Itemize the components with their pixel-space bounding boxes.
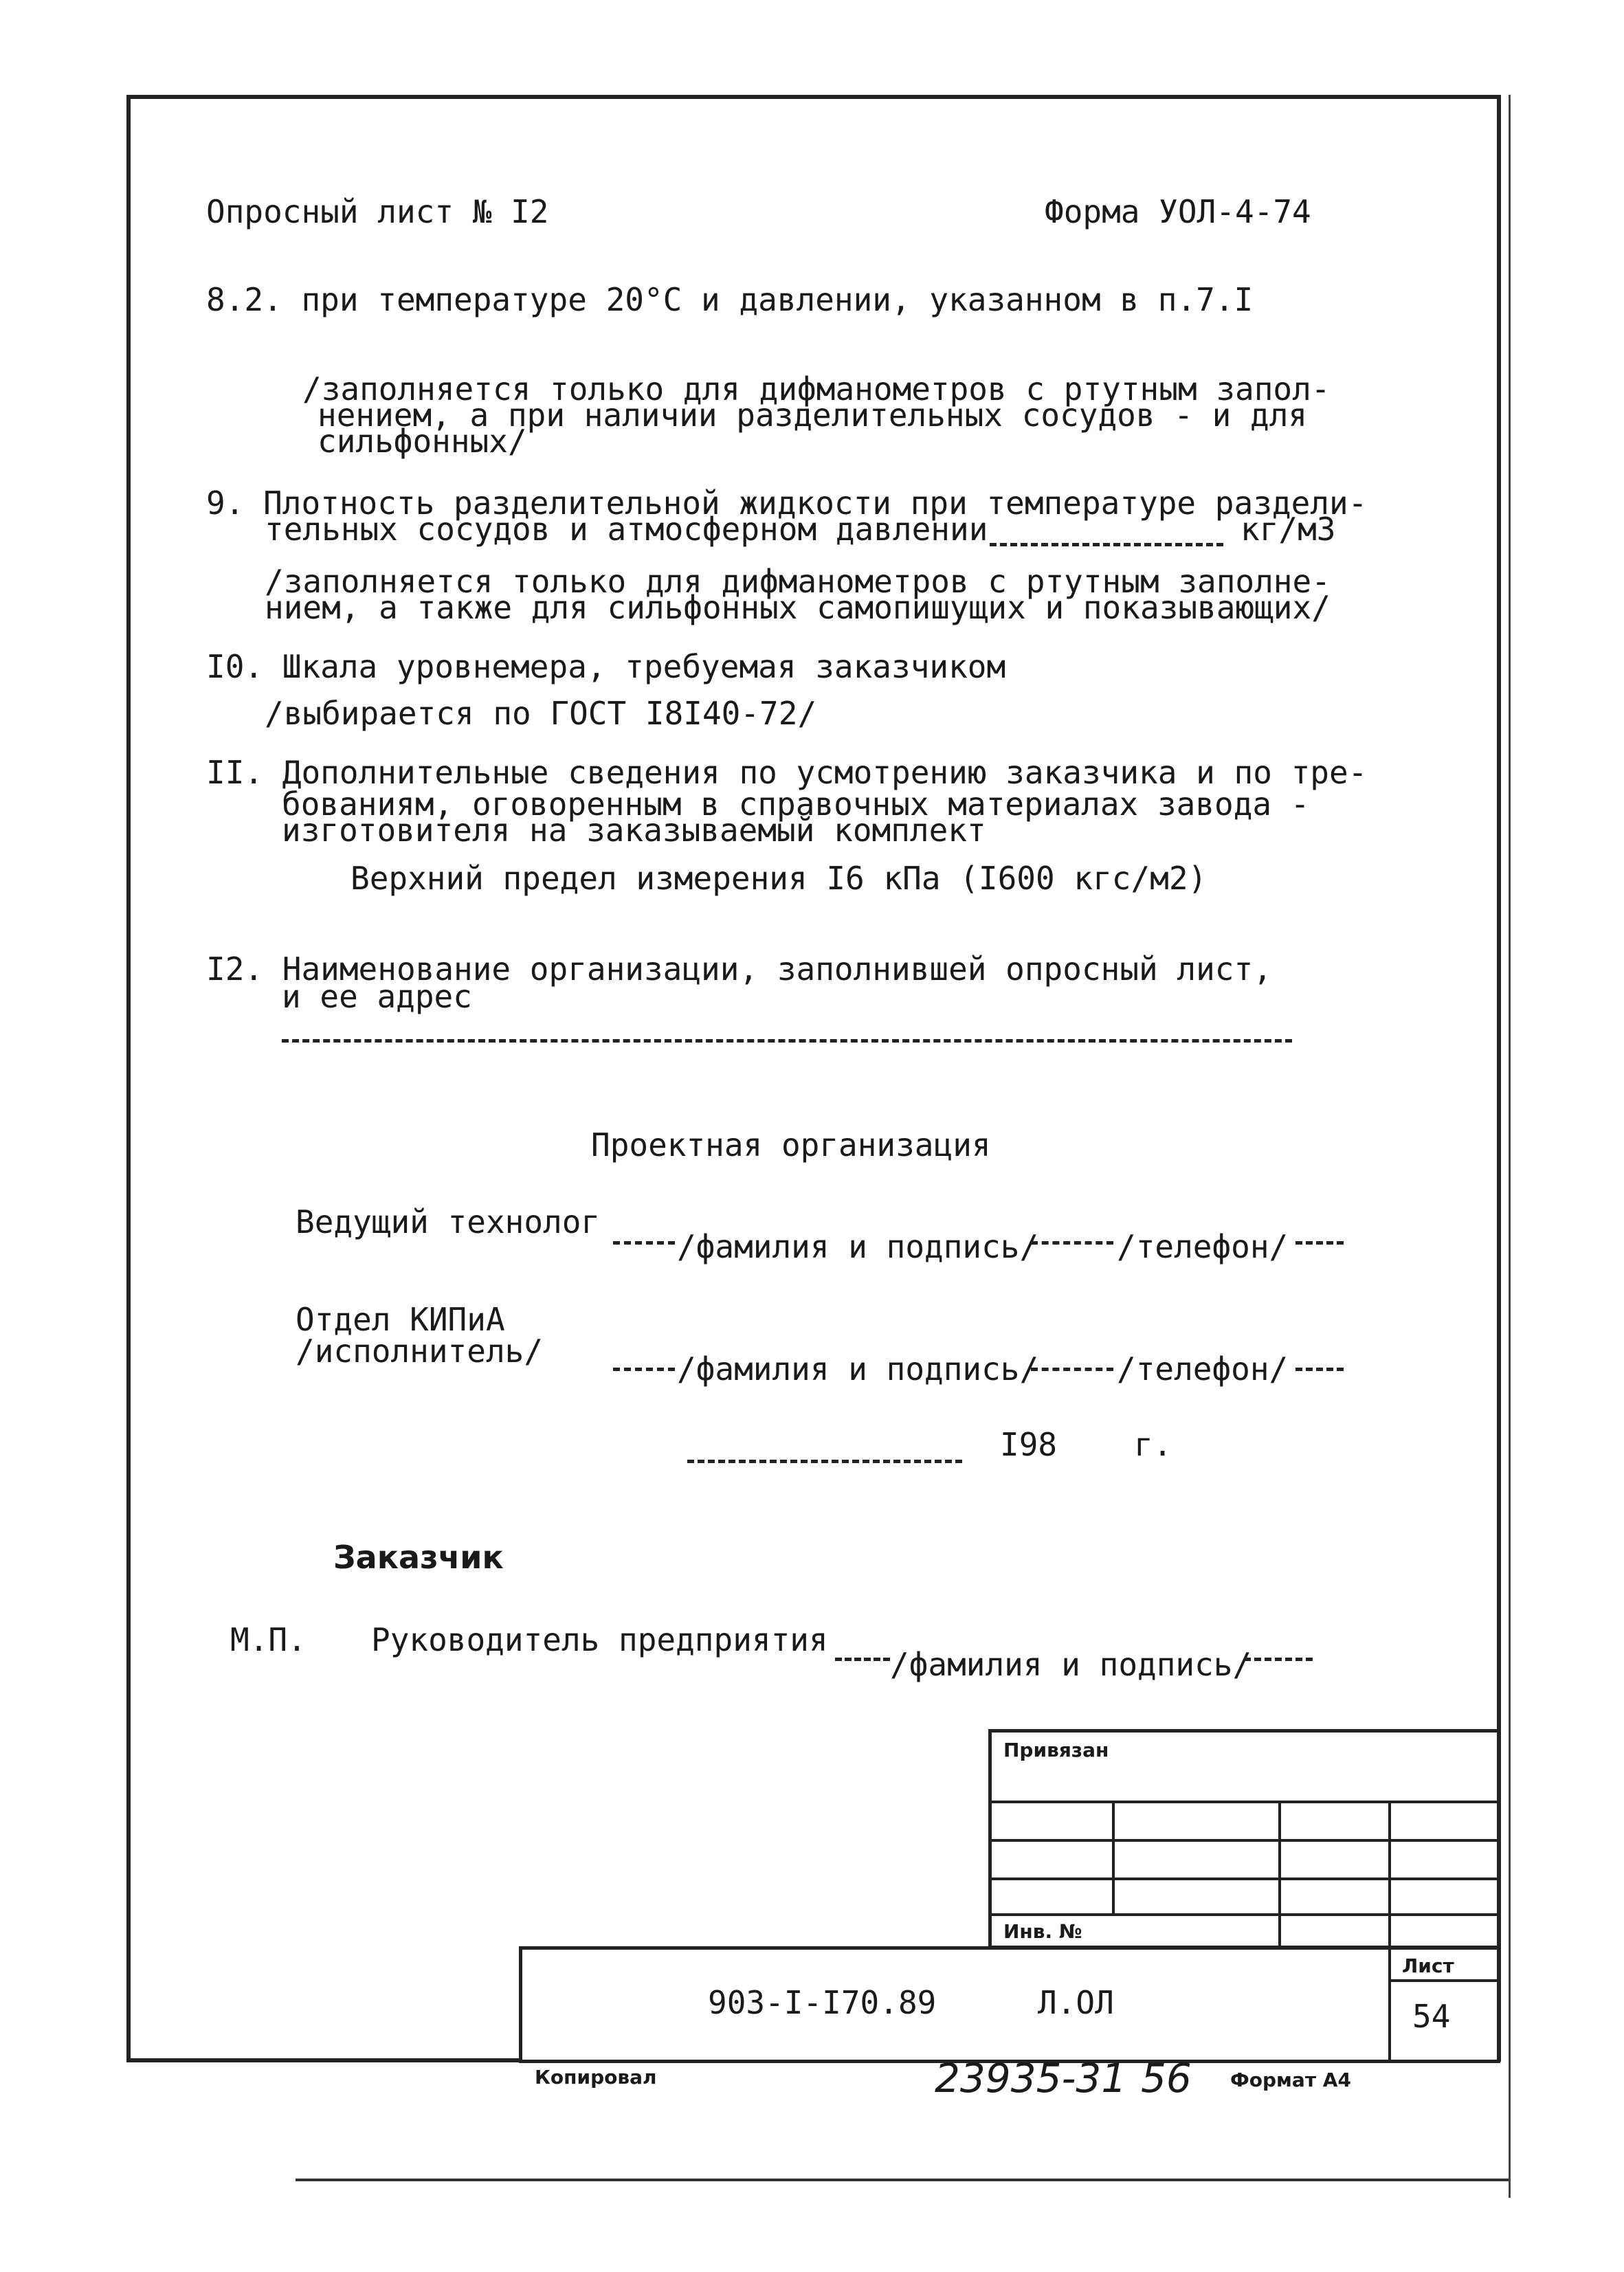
form-title: Опросный лист № I2 xyxy=(206,193,549,230)
item-11-value: Верхний предел измерения I6 кПа (I600 кгс/м2) xyxy=(351,860,1208,897)
director-blank-1 xyxy=(835,1658,890,1661)
handwritten-index: 56 xyxy=(1141,2055,1192,2102)
sheet-divider xyxy=(1388,1946,1391,2063)
item-9-line-1: 9. Плотность разделительной жидкости при температуре раздели- xyxy=(206,485,1368,522)
item-8-2-note-1: /заполняется только для дифманометров с ртутным запол- xyxy=(302,370,1331,408)
item-10: I0. Шкала уровнемера, требуемая заказчиком xyxy=(206,648,1006,685)
year-label: I98 xyxy=(1000,1426,1058,1463)
doc-number: 903-I-I70.89 xyxy=(708,1984,937,2021)
dept-blank-1 xyxy=(613,1368,675,1371)
binding-col-line-3 xyxy=(1388,1801,1391,1949)
item-11-line-3: изготовителя на заказываемый комплект xyxy=(282,812,986,849)
frame-bottom xyxy=(126,2058,522,2062)
stamp-place: М.П. xyxy=(230,1621,307,1658)
density-unit: кг/м3 xyxy=(1241,511,1336,548)
item-8-2-note-3: сильфонных/ xyxy=(318,423,527,460)
lead-blank-2 xyxy=(1031,1241,1113,1245)
item-8-2: 8.2. при температуре 20°С и давлении, указанном в п.7.I xyxy=(206,281,1254,318)
dept-label: Отдел КИПиА xyxy=(296,1301,505,1338)
dept-blank-3 xyxy=(1295,1368,1344,1371)
date-blank xyxy=(687,1460,962,1463)
item-9-note-1: /заполняется только для дифманометров с ртутным заполне- xyxy=(265,563,1331,600)
frame-left xyxy=(126,95,131,2062)
format-label: Формат А4 xyxy=(1230,2069,1351,2091)
frame-right-outer xyxy=(1509,95,1511,2198)
binding-row-line-3 xyxy=(988,1878,1500,1880)
item-10-note: /выбирается по ГОСТ I8I40-72/ xyxy=(265,695,817,732)
binding-row-line-4 xyxy=(988,1913,1500,1916)
sheet-label-line xyxy=(1388,1979,1500,1982)
handwritten-number: 23935-31 xyxy=(935,2055,1127,2102)
copied-label: Копировал xyxy=(535,2066,657,2089)
binding-col-line-1 xyxy=(1112,1801,1115,1913)
form-code: Форма УОЛ-4-74 xyxy=(1045,193,1311,230)
main-stamp xyxy=(519,1946,1500,2063)
frame-top xyxy=(129,95,1500,99)
lead-phone-hint: /телефон/ xyxy=(1117,1228,1289,1265)
density-blank xyxy=(990,543,1223,546)
lead-blank-1 xyxy=(613,1241,675,1245)
item-12-line-2: и ее адрес xyxy=(282,978,472,1015)
binding-col-line-2 xyxy=(1278,1801,1281,1949)
customer-title: Заказчик xyxy=(333,1539,504,1576)
item-11-line-2: бованиям, оговоренным в справочных материалах завода - xyxy=(282,786,1310,823)
director-label: Руководитель предприятия xyxy=(371,1621,828,1658)
director-blank-2 xyxy=(1244,1658,1313,1661)
dept-phone-hint: /телефон/ xyxy=(1117,1350,1289,1388)
inventory-label: Инв. № xyxy=(1003,1920,1082,1943)
dept-executor-label: /исполнитель/ xyxy=(296,1333,544,1370)
trim-line xyxy=(296,2179,1509,2181)
bound-label: Привязан xyxy=(1003,1739,1109,1761)
item-11-line-1: II. Дополнительные сведения по усмотрению заказчика и по тре- xyxy=(206,754,1368,791)
binding-row-line-2 xyxy=(988,1839,1500,1842)
dept-blank-2 xyxy=(1031,1368,1113,1371)
item-8-2-note-2: нением, а при наличии разделительных сосудов - и для xyxy=(318,397,1308,434)
lead-blank-3 xyxy=(1295,1241,1344,1245)
year-suffix: г. xyxy=(1134,1426,1172,1463)
item-9-note-2: нием, а также для сильфонных самопишущих и показывающих/ xyxy=(265,589,1331,626)
dept-sign-hint: /фамилия и подпись/ xyxy=(677,1350,1039,1388)
director-sign-hint: /фамилия и подпись/ xyxy=(890,1646,1252,1683)
item-9-line-2: тельных сосудов и атмосферном давлении xyxy=(265,511,988,548)
sheet-number: 54 xyxy=(1412,1998,1451,2035)
lead-technologist-label: Ведущий технолог xyxy=(296,1203,601,1240)
sheet-label: Лист xyxy=(1402,1954,1454,1977)
design-org-title: Проектная организация xyxy=(591,1126,991,1163)
item-12-line-1: I2. Наименование организации, заполнившей опросный лист, xyxy=(206,950,1272,988)
binding-row-line-1 xyxy=(988,1801,1500,1803)
org-address-blank xyxy=(282,1039,1292,1043)
lead-sign-hint: /фамилия и подпись/ xyxy=(677,1228,1039,1265)
doc-code: Л.ОЛ xyxy=(1038,1984,1114,2021)
